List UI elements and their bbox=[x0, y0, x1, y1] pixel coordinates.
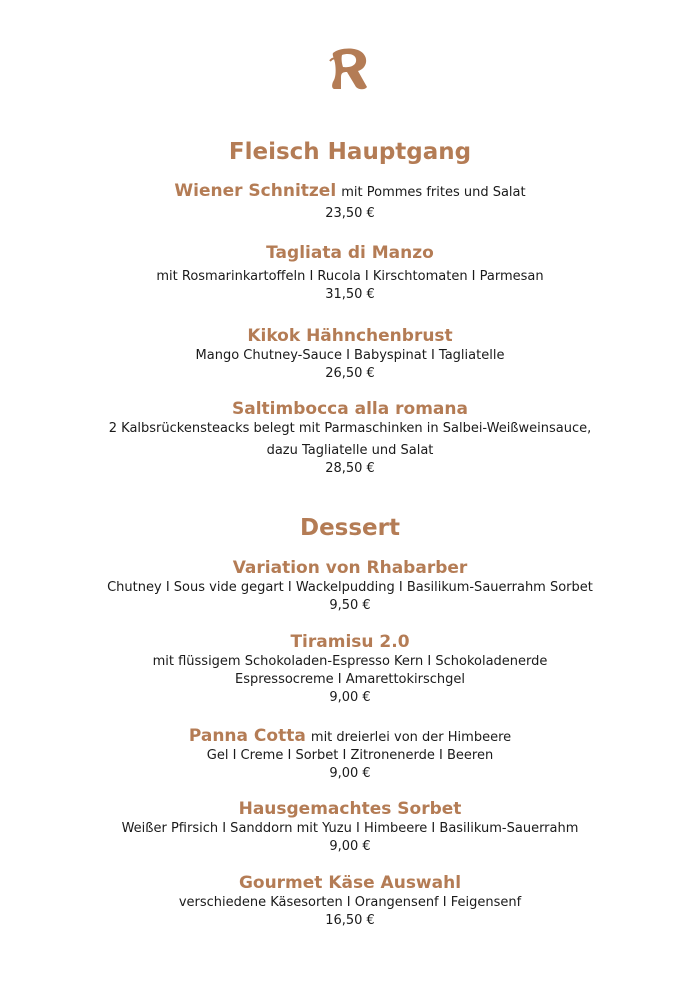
item-description: mit flüssigem Schokoladen-Espresso Kern I Schokoladenerde bbox=[152, 654, 548, 669]
item-price: 9,00 € bbox=[329, 839, 371, 854]
item-price: 26,50 € bbox=[325, 366, 375, 381]
item-name: Wiener Schnitzel bbox=[174, 181, 337, 201]
item-price: 16,50 € bbox=[325, 913, 375, 928]
item-inline-description: mit dreierlei von der Himbeere bbox=[310, 730, 512, 745]
item-price: 9,50 € bbox=[329, 598, 371, 613]
item-description: dazu Tagliatelle und Salat bbox=[266, 443, 434, 458]
item-price: 9,00 € bbox=[329, 766, 371, 781]
menu-item bbox=[0, 242, 700, 304]
item-price: 31,50 € bbox=[325, 287, 375, 302]
section-title-dessert: Dessert bbox=[299, 515, 400, 541]
item-name: Panna Cotta bbox=[188, 726, 306, 746]
item-name: Gourmet Käse Auswahl bbox=[238, 873, 462, 893]
item-description: Weißer Pfirsich I Sanddorn mit Yuzu I Himbeere I Basilikum-Sauerrahm bbox=[121, 821, 579, 836]
item-price: 28,50 € bbox=[325, 461, 375, 476]
section-title-fleisch: Fleisch Hauptgang bbox=[228, 139, 472, 165]
item-name: Hausgemachtes Sorbet bbox=[238, 799, 462, 819]
item-description: Gel I Creme I Sorbet I Zitronenerde I Beeren bbox=[206, 748, 494, 763]
menu-item bbox=[0, 557, 700, 615]
item-description: Chutney I Sous vide gegart I Wackelpudding I Basilikum-Sauerrahm Sorbet bbox=[107, 580, 593, 595]
item-price: 23,50 € bbox=[325, 206, 375, 221]
menu-item bbox=[0, 398, 700, 478]
item-name: Variation von Rhabarber bbox=[232, 558, 468, 578]
menu-item bbox=[0, 798, 700, 856]
item-description: mit Rosmarinkartoffeln I Rucola I Kirschtomaten I Parmesan bbox=[156, 269, 544, 284]
item-description: verschiedene Käsesorten I Orangensenf I Feigensenf bbox=[178, 895, 522, 910]
item-inline-description: mit Pommes frites und Salat bbox=[341, 185, 526, 200]
item-description: Espressocreme I Amarettokirschgel bbox=[235, 672, 465, 687]
menu-item bbox=[0, 180, 700, 223]
menu-item bbox=[0, 725, 700, 783]
brand-r-monogram-icon bbox=[329, 47, 371, 91]
item-name: Tagliata di Manzo bbox=[266, 243, 434, 263]
menu-item bbox=[0, 325, 700, 383]
menu-item bbox=[0, 631, 700, 707]
item-name: Kikok Hähnchenbrust bbox=[247, 326, 453, 346]
item-description: Mango Chutney-Sauce I Babyspinat I Tagliatelle bbox=[195, 348, 505, 363]
menu-item bbox=[0, 872, 700, 930]
item-name: Tiramisu 2.0 bbox=[290, 632, 410, 652]
item-price: 9,00 € bbox=[329, 690, 371, 705]
item-name: Saltimbocca alla romana bbox=[232, 399, 468, 419]
item-description: 2 Kalbsrückensteacks belegt mit Parmaschinken in Salbei-Weißweinsauce, bbox=[108, 421, 592, 436]
